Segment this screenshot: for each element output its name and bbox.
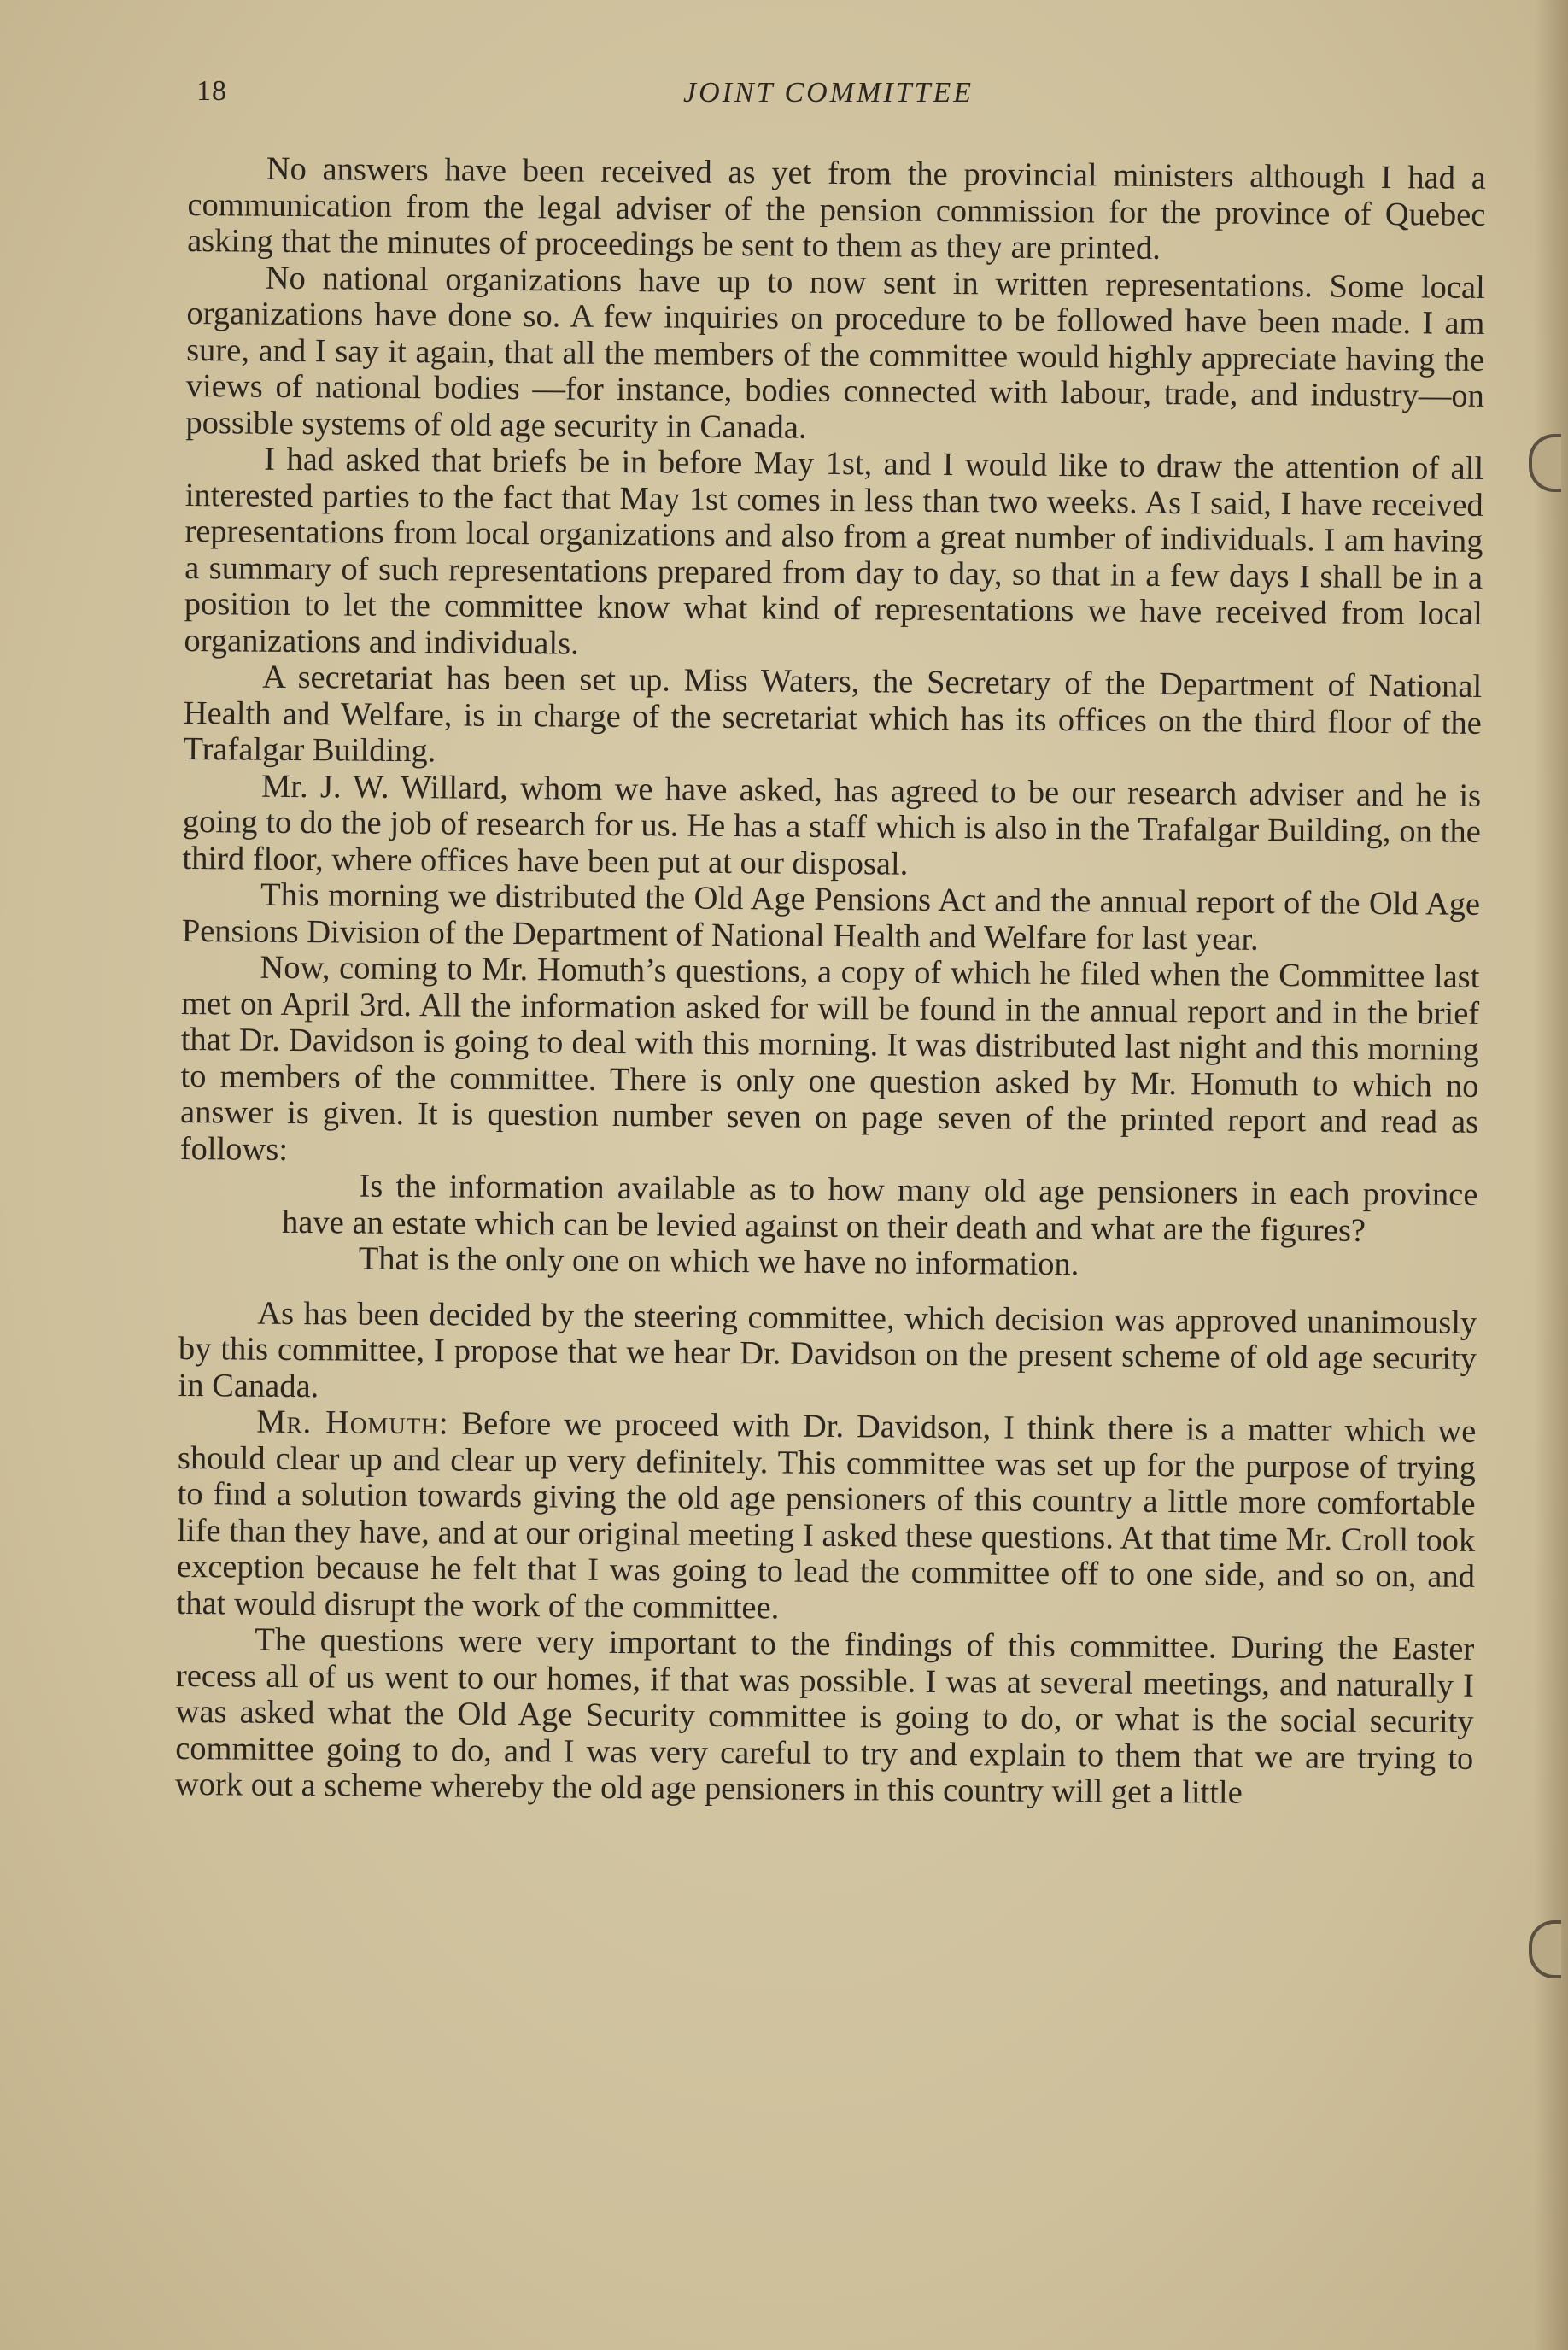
paragraph: No answers have been received as yet from the provincial ministers although I had a communication from the legal adviser of the pension commission for the province of Quebec asking that the minutes of proceedings be sent to them as they are printed. [187,150,1486,267]
running-title: JOINT COMMITTEE [683,77,974,108]
paragraph: As has been decided by the steering committee, which decision was approved unanimously by this committee, I propose that we hear Dr. Davidson on the present scheme of old age security in Canada. [178,1295,1477,1404]
speaker-name: Mr. Homuth: [256,1404,449,1442]
speech-text: Before we proceed with Dr. Davidson, I think there is a matter which we should clear up and clear up very definitely. This committee was set up for the purpose of trying to find a solution towards giving the old age pensioners of this country a little more comfortable life than they have, and at our original meeting I asked these questions. At that time Mr. Croll took exception because he felt that I was going to lead the committee off to one side, and so on, and that would disrupt the work of the committee. [176,1405,1477,1626]
paragraph: This morning we distributed the Old Age Pensions Act and the annual report of the Old Age Pensions Division of the Department of National Health and Welfare for last year. [181,876,1481,958]
paragraph: Now, coming to Mr. Homuth’s questions, a copy of which he filed when the Committee last met on April 3rd. All the information asked for will be found in the annual report and in the brief that Dr. Davidson is going to deal with this morning. It was distributed last night and this morning to members of the committee. There is only one question asked by Mr. Homuth to which no answer is given. It is question number seven on page seven of the printed report and read as follows: [179,949,1480,1168]
paragraph: A secretariat has been set up. Miss Waters, the Secretary of the Department of National Health and Welfare, is in charge of the secretariat which has its offices on the third floor of the Trafalgar Building. [183,659,1483,770]
paragraph: The questions were very important to the findings of this committee. During the Easter recess all of us went to our homes, if that was possible. I was at several meetings, and naturally I was asked what the Old Age Security committee is going to do, or what is the social security committee going to do, and I was very careful to try and explain to them that we are trying to work out a scheme whereby the old age pensioners in this country will get a little [174,1621,1475,1811]
page-number: 18 [196,75,227,107]
quote-followup: That is the only one on which we have no information. [358,1240,1079,1283]
page-edge-shadow [1534,0,1568,2350]
page-header [0,75,1568,118]
paragraph: I had asked that briefs be in before May 1st, and I would like to draw the attention of all interested parties to the fact that May 1st comes in less than two weeks. As I said, I have received representations from local organizations and also from a great number of individuals. I am having a summary of such representations prepared from day to day, so that in a few days I shall be in a position to let the committee know what kind of representations we have received from local organizations and individuals. [184,441,1484,662]
paragraph: No national organizations have up to now sent in written representations. Some local organizations have done so. A few inquiries on procedure to be followed have been made. I am sure, and I say it again, that all the members of the committee would highly appreciate having the views of national bodies —for instance, bodies connected with labour, trade, and industry—on possible systems of old age security in Canada. [185,260,1485,446]
block-quote: Is the information available as to how many old age pensioners in each province have an estate which can be levied against on their death and what are the figures? [281,1168,1478,1249]
paragraph: Mr. J. W. Willard, whom we have asked, has agreed to be our research adviser and he is going to do the job of research for us. He has a staff which is also in the Trafalgar Building, on the third floor, where offices have been put at our disposal. [182,768,1482,882]
body-text [175,150,1486,1813]
paragraph-speech [176,1404,1476,1632]
